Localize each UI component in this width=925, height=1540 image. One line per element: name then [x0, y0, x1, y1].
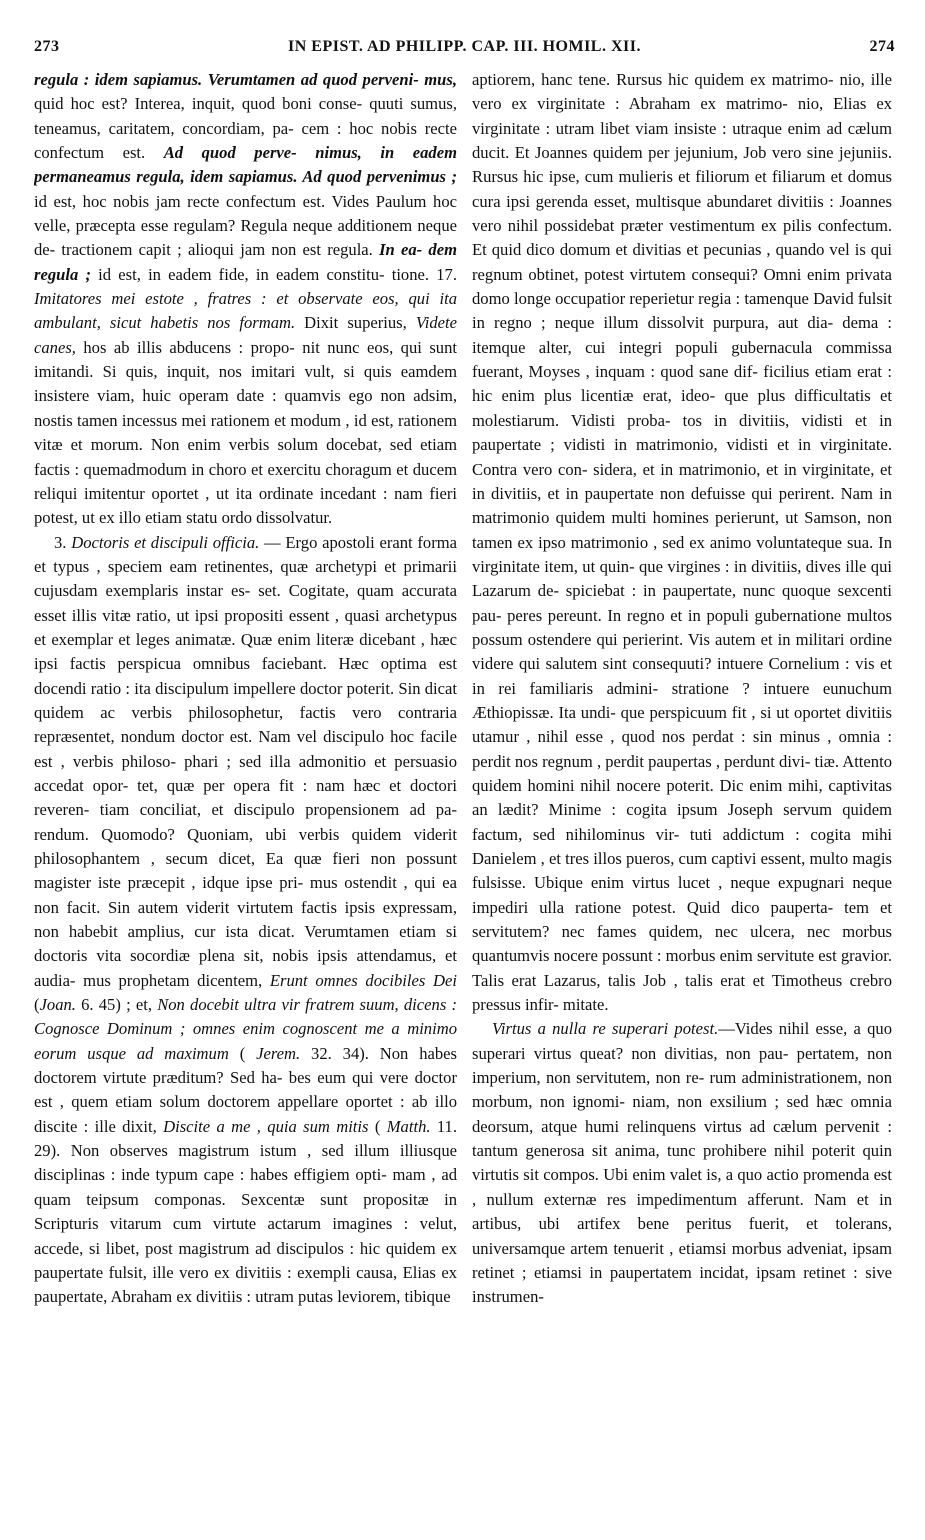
left-paragraph-1	[34, 68, 457, 531]
running-title: IN EPIST. AD PHILIPP. CAP. III. HOMIL. XII.	[288, 38, 641, 55]
section-number: 3.	[54, 532, 72, 552]
right-paragraph-2	[472, 1017, 892, 1309]
body-text: Dixit superius,	[295, 313, 416, 333]
citation: Jerem.	[256, 1043, 301, 1063]
citation: Matth.	[386, 1116, 431, 1136]
body-text: — Ergo apostoli erant forma et typus , speciem eam retinentes, quæ archetypi et primarii cujusdam exemplaris instar es- set. Cogitate, quam accurata esset illis vitæ ratio, ut ipsi propositi essent , quasi archetypus et exemplar et leges animatæ. Quæ enim literæ dicebant , hæc ipsi factis perspicua omnibus faciebant. Hæc optima est docendi ratio : ita discipulum impellere doctor poterit. Sin dicat quidem ac verbis philosophetur, factis vero contraria repræsentet, nondum doctor est. Nam vel discipulo hoc facile est , verbis philoso- phari ; sed illa admonitio et persuasio accedat opor- tet, quæ per opera fit : nam hæc et doctori reveren- tiam conciliat, et discipulo propensionem ad pa- rendum. Quomodo? Quoniam, ubi verbis quidem viderit philosophantem , secum dicet, Ea quæ fieri non possunt magister iste præcepit , idque ipse pri- mus ostendit , qui ea non facit. Sin autem viderit virtutem factis ipsis expressam, non habebit amplius, cur ista dicat. Verumtamen etiam si doctoris vita socordiæ plena sit, nobis ipsis attendamus, et audia- mus prophetam dicentem,	[34, 532, 457, 990]
left-column	[34, 68, 457, 1508]
right-column	[472, 68, 892, 1508]
right-paragraph-1	[472, 68, 892, 1017]
section-heading: Doctoris et discipuli officia.	[71, 532, 260, 552]
body-text: 6. 45) ; et,	[75, 995, 158, 1015]
scripture-quote: Non docebit ultra vir fratrem suum, dicens : Cognosce Dominum ; omnes enim cognoscent me a minimo eorum usque ad maximum	[34, 995, 457, 1063]
citation: Joan.	[39, 995, 76, 1015]
page-number-right: 274	[869, 38, 895, 55]
body-text: id est, hoc nobis jam recte confectum est. Vides Paulum hoc velle, præcepta esse regulam? Regula neque additionem neque de- tractionem capit ; alioqui jam non est regula.	[34, 191, 457, 260]
body-text: (	[34, 995, 40, 1015]
body-text: 11. 29). Non observes magistrum istum , sed illum illiusque disciplinas : inde typum cape : habes effigiem opti- mam , ad quam teipsum componas. Sexcentæ sunt propositæ in Scripturis vitarum cum virtute actarum imagines : velut, accede, si libet, post magistrum ad discipulos : hic quidem ex paupertate fulsit, ille vero ex divitiis : exempli causa, Elias ex paupertate, Abraham ex divitiis : utram putas leviorem, tibique	[34, 1116, 457, 1307]
body-text: 32. 34). Non habes doctorem virtute præditum? Sed ha- bes eum qui vere doctor est , quem etiam solum doctorem appellare oportet : ab illo discite : ille dixit,	[34, 1043, 457, 1136]
section-heading: Virtus a nulla re superari potest.	[492, 1019, 719, 1039]
body-text: id est, in eadem fide, in eadem constitu- tione. 17.	[90, 264, 457, 284]
scripture-quote: Videte canes,	[34, 313, 457, 357]
scripture-quote: Imitatores mei estote , fratres : et observate eos, qui ita ambulant, sicut habetis nos formam.	[34, 289, 457, 333]
scripture-quote: Discite a me , quia sum mitis	[163, 1116, 369, 1136]
page-number-left: 273	[34, 38, 60, 55]
left-paragraph-2	[34, 531, 457, 1310]
scripture-quote: In ea- dem regula ;	[34, 240, 457, 284]
body-text: hos ab illis abducens : propo- nit nunc eos, qui sunt imitandi. Si quis, inquit, nos imitari vult, si quis eamdem insistere viam, huic operam date : quamvis ego non adsim, nostis tamen incessus mei rationem et modum , id est, rationem vitæ et morum. Non enim verbis solum docebat, sed etiam factis : quemadmodum in choro et exercitu choragum et ducem reliqui imitentur oportet , ut ita ordinate incedant : nam fieri potest, ut ex illo etiam statu ordo dissolvatur.	[34, 337, 457, 528]
scripture-quote: regula : idem sapiamus. Verumtamen ad quod perveni- mus,	[34, 70, 457, 89]
scripture-quote: Ad quod perve- nimus, in eadem permaneamus regula, idem sapiamus. Ad quod pervenimus ;	[34, 143, 457, 187]
body-text: aptiorem, hanc tene. Rursus hic quidem ex matrimo- nio, ille vero ex virginitate : Abraham ex matrimo- nio, Elias ex virginitate : utram libet viam insiste : utraque enim ad cælum ducit. Et Joannes quidem per jejunium, Job vero sine jejuniis. Rursus hic ipse, cum mulieris et filiorum et filiarum et domus cura ipsi gerenda esset, multisque abundaret divitiis : Joannes vero nihil possidebat præter vestimentum ex pilis confectum. Et quid dico domum et divitias et pecunias , quando vel is qui regnum obtinet, potest virtutem consequi? Omni enim privata domo longe occupatior reperietur regia : tamenque David fulsit in regno ; neque illum dissolvit purpura, aut dia- dema : itemque alter, cui integri populi gubernacula commissa fuerant, Moyses , inquam : quod sane dif- ficilius etiam erat : hic enim plus licentiæ erat, ideo- que plus difficultatis et molestiarum. Vidisti proba- tos in divitiis, vidisti et in paupertate ; vidisti in matrimonio, vidisti et in virginitate. Contra vero con- sidera, et in matrimonio, et in virginitate, et in divitiis, et in paupertate non defuisse qui perirent. Nam in matrimonio quidem multi homines perierunt, ut Samson, non tamen ex ipso matrimonio , sed ex animo voluntateque sua. In virginitate item, ut quin- que virgines : in divitiis, dives ille qui Lazarum de- spiciebat : in paupertate, nunc quoque sexcenti pau- peres pereunt. In regno et in populi gubernatione multos possum ostendere qui perierint. Vis autem et in militari ordine videre qui salutem sint consequuti? intuere Cornelium : vis et in rei familiaris admini- stratione ? intuere eunuchum Æthiopissæ. Ita undi- que perspicuum fit , si ut oportet divitiis utamur , nihil esse , quod nos perdat : sin minus , omnia : perdit nos regnum , perdit paupertas , perdunt divi- tiæ. Attento quidem homini nihil nocere poterit. Dic enim mihi, captivitas an lædit? Minime : cogita ipsum Joseph servum quidem factum, sed nihilominus vir- tuti addictum : cogita mihi Danielem , et tres illos pueros, cum captivi essent, multo magis fulsisse. Ubique enim virtus lucet , neque expugnari neque impediri ulla ratione potest. Quid dico paupertа- tem et servitutem? nec fames quidem, nec ulcera, nec morbus quantumvis nocere possunt : morbus enim servitute est gravior. Talis erat Lazarus, talis Job , talis erat et Timotheus crebro pressus infir- mitate.	[472, 70, 892, 1015]
body-text: (	[368, 1116, 387, 1136]
body-text: quid hoc est? Interea, inquit, quod boni conse- quuti sumus, teneamus, caritatem, concordiam, pa- cem : hoc nobis recte confectum est.	[34, 94, 457, 163]
scripture-quote: Erunt omnes docibiles Dei	[269, 970, 457, 990]
page-header	[34, 38, 895, 68]
body-text: —Vides nihil esse, a quo superari virtus queat? non divitias, non pau- pertatem, non imperium, non servitutem, non re- rum administrationem, non morbum, non ignomi- niam, non exsilium ; sed hæc omnia deorsum, atque humi relinquens virtus ad cælum pervenit : tantum generosa sit anima, tunc prohibere nihil poterit quin virtutis sit compos. Ubi enim valet is, a quo actio promenda est , nullum externæ res impedimentum afferunt. Nam et in artibus, ubi artifex bene peritus fuerit, et tolerans, universamque artem tenuerit , etiamsi morbus adveniat, ipsam retinet ; etiamsi in paupertatem incidat, ipsam retinet : sive instrumen-	[472, 1019, 892, 1307]
body-text: (	[228, 1043, 257, 1063]
